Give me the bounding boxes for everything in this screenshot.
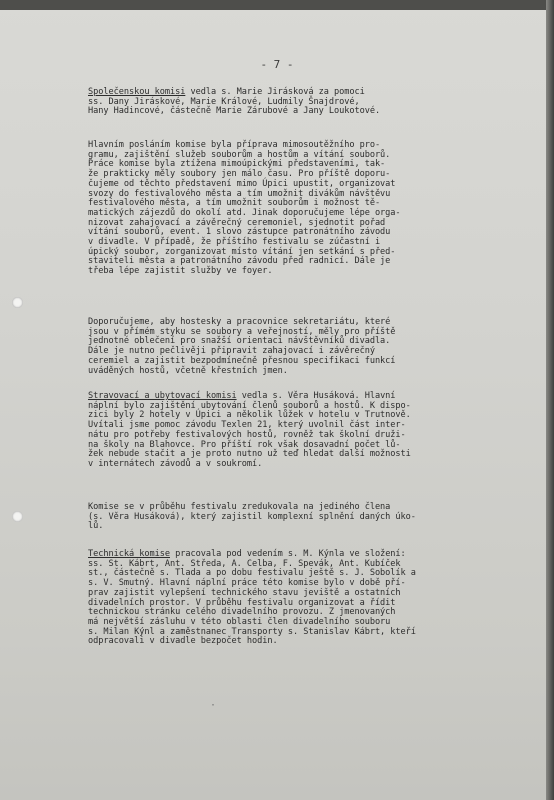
text-line: úpický soubor, zorganizovat místo vítání jen setkání s před- (88, 246, 396, 257)
ink-speck: · (210, 700, 217, 711)
text-line: čujeme od těchto představení mimo Úpici upustit, organizovat (88, 178, 396, 189)
text-line: prav zajistit vylepšení technického stavu jeviště a ostatních (88, 587, 401, 598)
text-line: Hany Hadincové, částečně Marie Zárubové a Jany Loukotové. (88, 106, 381, 117)
text-line: nátu pro potřeby festivalových hostů, rovněž tak školní druži- (88, 429, 406, 440)
paragraph-technical-committee (88, 550, 540, 647)
paragraph-catering-committee (88, 392, 540, 470)
text-line: Uvítali jsme pomoc závodu Texlen 21, který uvolnil část inter- (88, 420, 406, 431)
text-line: že prakticky měly soubory jen málo času. Pro příště doporu- (88, 169, 391, 180)
text-line: Doporučujeme, aby hostesky a pracovnice sekretariátu, které (88, 317, 391, 327)
heading-technical-committee: Technická komise (88, 549, 170, 559)
text-line: náplní bylo zajištění ubytování členů souborů a hostů. K dispo- (88, 400, 411, 411)
text-line: st., částečně s. Tlada a po dobu festivalu ještě s. J. Sobolík a (88, 568, 416, 579)
heading-social-committee: Společenskou komisi (88, 87, 186, 97)
text-line: vedla s. Věra Husáková. Hlavní (236, 391, 396, 401)
text-line: (s. Věra Husáková), který zajistil komplexní splnění daných úko- (88, 511, 416, 522)
text-line: technickou stránku celého divadelního provozu. Z jmenovaných (88, 607, 396, 618)
page-shadow-top (0, 0, 554, 10)
text-line: odpracovali v divadle bezpočet hodin. (88, 636, 278, 647)
text-line: Hlavním posláním komise byla příprava mimosoutěžního pro- (88, 140, 381, 150)
text-line: ss. Dany Jiráskové, Marie Králové, Ludmily Šnajdrové, (88, 96, 360, 107)
paragraph-recommendations (88, 318, 540, 376)
text-line: pracovala pod vedením s. M. Kýnla ve složení: (169, 549, 406, 559)
text-line: na školy na Blahovce. Pro příští rok však dosavadní počet lů- (88, 439, 401, 450)
text-line: třeba lépe zajistit služby ve foyer. (88, 266, 273, 277)
text-line: matických zájezdů do okolí atd. Jinak doporučujeme lépe orga- (88, 207, 401, 218)
text-line: divadelních prostor. V průběhu festivalu organizovat a řídit (88, 597, 396, 608)
text-line: v internátech závodů a v soukromí. (88, 458, 263, 469)
text-line: v divadle. V případě, že příštího festivalu se zúčastní i (88, 237, 381, 248)
text-line: nizovat zahajovací a závěrečný ceremoniel, sjednotit pořad (88, 217, 386, 228)
text-line: zici byly 2 hotely v Úpici a několik lůžek v hotelu v Trutnově. (88, 410, 411, 421)
page-shadow-right (546, 0, 554, 800)
text-line: svozy do festivalového města a tím umožnit divákům návštěvu (88, 188, 391, 199)
text-line: ceremiel a zajistit bezpodmínečně přesnou specifikaci funkcí (88, 355, 396, 366)
text-line: ss. St. Kábrt, Ant. Středa, A. Celba, F. Spevák, Ant. Kubíček (88, 558, 401, 569)
text-line: lů. (88, 521, 104, 532)
page-number: - 7 - (260, 58, 294, 71)
text-line: gramu, zajištění služeb souborům a hostům a vítání souborů. (88, 149, 391, 160)
paragraph-committee-reduction (88, 503, 540, 532)
text-line: Komise se v průběhu festivalu zredukovala na jediného člena (88, 502, 391, 512)
text-line: s. Milan Kýnl a zaměstnanec Transporty s. Stanislav Kábrt, kteří (88, 626, 416, 637)
text-line: má největší zásluhu v této oblasti člen divadelního souboru (88, 616, 391, 627)
paragraph-committee-mission (88, 141, 540, 277)
text-line: uváděných hostů, včetně křestních jmen. (88, 365, 288, 376)
text-line: jednotné oblečení pro snažší orientaci návštěvníků divadla. (88, 336, 391, 347)
text-line: vítání souborů, event. 1 slovo zástupce patronátního závodu (88, 227, 391, 238)
punch-hole (12, 511, 23, 522)
heading-catering-committee: Stravovací a ubytovací komisi (88, 391, 237, 401)
text-line: jsou v přímém styku se soubory a veřejností, měly pro příště (88, 326, 396, 337)
text-line: staviteli města a patronátního závodu před radnicí. Dále je (88, 256, 391, 267)
text-line: festivalového města, a tím umožnit souborům i možnost tě- (88, 198, 381, 209)
text-line: žek nebude stačit a je proto nutno už teď hledat další možnosti (88, 449, 411, 460)
paragraph-social-committee (88, 88, 540, 117)
text-line: Práce komise byla ztížena mimoúpickými představeními, tak- (88, 159, 386, 170)
punch-hole (12, 297, 23, 308)
text-line: Dále je nutno pečlivěji připravit zahajovací i závěrečný (88, 346, 375, 357)
text-line: s. V. Smutný. Hlavní náplní práce této komise bylo v době pří- (88, 578, 406, 589)
text-line: vedla s. Marie Jirásková za pomoci (185, 87, 365, 97)
